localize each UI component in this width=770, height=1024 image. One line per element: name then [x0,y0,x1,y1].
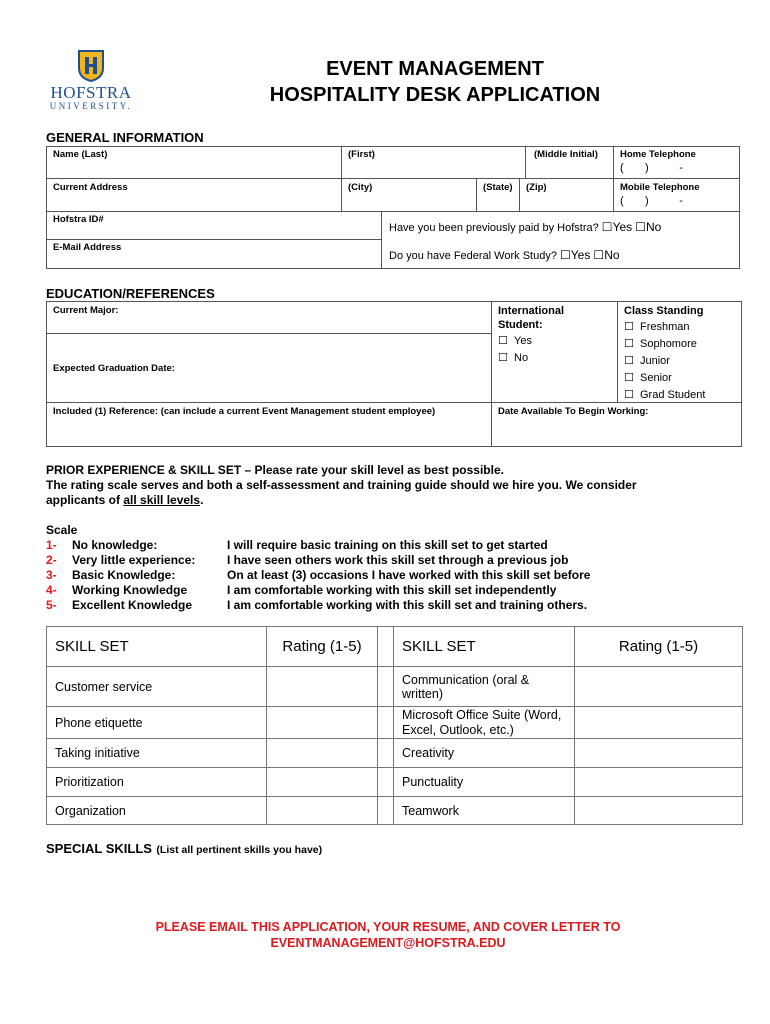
skill-name: Customer service [47,667,267,707]
col-gap [378,707,394,739]
intl-label-1: International [498,305,565,317]
home-tel-label: Home Telephone [620,149,696,160]
skill-name: Phone etiquette [47,707,267,739]
name-last-field[interactable] [46,146,342,179]
state-field[interactable] [476,178,520,212]
scale-name: Excellent Knowledge [72,598,193,612]
footer-email: EVENTMANAGEMENT@HOFSTRA.EDU [270,936,506,950]
special-skills [46,840,322,858]
rating-input[interactable] [267,797,378,825]
zip-label: (Zip) [526,182,547,193]
skill-name: Taking initiative [47,739,267,768]
class-grad-student: Grad Student [640,389,706,401]
scale-row [46,598,646,613]
rating-input[interactable] [267,739,378,768]
mobile-tel-placeholder: ( ) - [620,195,683,207]
name-last-label: Name (Last) [53,149,108,160]
hofstra-id-label: Hofstra ID# [53,214,104,225]
footer-line-1: PLEASE EMAIL THIS APPLICATION, YOUR RESUME, AND COVER LETTER TO [155,920,621,934]
hofstra-shield-icon [78,50,104,82]
skills-header-row [47,627,743,667]
class-option[interactable] [624,371,672,384]
intl-yes-label: Yes [514,335,532,347]
table-row [47,707,743,739]
special-skills-label: SPECIAL SKILLS [46,841,152,856]
scale-desc: I have seen others work this skill set through a previous job [227,553,569,567]
scale-row [46,568,646,583]
skill-name: Prioritization [47,768,267,797]
city-field[interactable] [341,178,477,212]
table-row [47,768,743,797]
email-instructions [46,919,730,951]
class-junior: Junior [640,355,670,367]
scale-heading: Scale [46,523,78,537]
grad-date-label: Expected Graduation Date: [53,363,175,374]
fws-question [389,248,620,262]
scale-name: Very little experience: [72,553,196,567]
scale-num: 3- [46,568,57,582]
address-label: Current Address [53,182,128,193]
prior-line-2: The rating scale serves and both a self-assessment and training guide should we hire you. We consider [46,478,637,492]
scale-desc: I will require basic training on this skill set to get started [227,538,548,552]
table-row [47,797,743,825]
col-skill-set-2: SKILL SET [394,627,575,667]
class-freshman: Freshman [640,321,690,333]
rating-input[interactable] [575,797,743,825]
skill-name: Creativity [394,739,575,768]
all-skill-levels: all skill levels [123,493,201,507]
fws-yes-checkbox[interactable]: ☐ [560,248,571,262]
address-field[interactable] [46,178,342,212]
grad-date-field[interactable] [46,333,492,403]
hofstra-id-field[interactable] [46,211,382,240]
class-sophomore: Sophomore [640,338,697,350]
scale-num: 1- [46,538,57,552]
email-label: E-Mail Address [53,242,122,253]
col-skill-set: SKILL SET [47,627,267,667]
col-gap [378,797,394,825]
col-gap [378,739,394,768]
scale-row [46,583,646,598]
intl-yes-option[interactable] [498,334,532,347]
scale-num: 5- [46,598,57,612]
general-heading: GENERAL INFORMATION [46,130,204,145]
scale-num: 4- [46,583,57,597]
intl-label-2: Student: [498,319,543,331]
col-rating: Rating (1-5) [267,627,378,667]
paid-no-checkbox[interactable]: ☐ [635,220,646,234]
class-option[interactable] [624,337,697,350]
first-label: (First) [348,149,375,160]
intl-no-option[interactable] [498,351,528,364]
middle-label: (Middle Initial) [534,149,598,160]
home-telephone-field[interactable] [613,146,740,179]
scale-name: Working Knowledge [72,583,188,597]
freshman-checkbox[interactable]: ☐ [624,321,634,333]
paid-no-label: No [645,220,662,234]
skills-table [46,626,743,825]
logo-name: HOFSTRA [50,83,132,102]
hofstra-logo [46,50,136,112]
intl-no-label: No [514,352,529,364]
skill-name-line-2: Excel, Outlook, etc.) [402,722,514,737]
date-available-field[interactable] [491,402,742,447]
rating-input[interactable] [267,667,378,707]
rating-input[interactable] [575,667,743,707]
rating-input[interactable] [267,707,378,739]
class-standing-cell [617,301,742,403]
current-major-field[interactable] [46,301,492,334]
major-label: Current Major: [53,305,119,316]
paid-yes-label: Yes [612,220,633,234]
paid-question [389,220,661,234]
scale-name: Basic Knowledge: [72,568,176,582]
international-student-cell [491,301,618,403]
fws-question-text: Do you have Federal Work Study? [389,250,557,262]
title-line-1: EVENT MANAGEMENT [326,58,544,80]
page-title [180,56,690,108]
col-rating-2: Rating (1-5) [575,627,743,667]
skill-name: Communication (oral & written) [394,667,575,707]
paid-question-text: Have you been previously paid by Hofstra? [389,222,599,234]
fws-no-checkbox[interactable]: ☐ [593,248,605,262]
col-gap [378,768,394,797]
paid-question-cell [381,211,740,269]
skill-name: Teamwork [394,797,575,825]
reference-label: Included (1) Reference: (can include a current Event Management student employee) [53,406,436,417]
sophomore-checkbox[interactable]: ☐ [624,338,634,350]
table-row [47,667,743,707]
scale-name: No knowledge: [72,538,158,552]
mobile-tel-label: Mobile Telephone [620,182,700,193]
junior-checkbox[interactable]: ☐ [624,355,634,367]
scale-num: 2- [46,553,57,567]
scale-desc: On at least (3) occasions I have worked with this skill set before [227,568,591,582]
fws-yes-label: Yes [570,248,591,262]
class-option[interactable] [624,320,690,333]
class-senior: Senior [640,372,672,384]
zip-field[interactable] [519,178,614,212]
grad-student-checkbox[interactable]: ☐ [624,389,634,401]
city-label: (City) [348,182,373,193]
reference-field[interactable] [46,402,492,447]
logo-subtitle: UNIVERSITY. [49,101,133,111]
class-standing-label: Class Standing [624,305,704,317]
skill-name: Punctuality [394,768,575,797]
col-gap [378,627,394,667]
education-heading: EDUCATION/REFERENCES [46,286,215,301]
email-field[interactable] [46,239,382,269]
skill-name-line-1: Microsoft Office Suite (Word, [402,707,562,722]
class-option[interactable] [624,354,670,367]
scale-row [46,538,646,553]
name-first-field[interactable] [341,146,526,179]
skill-name: Organization [47,797,267,825]
rating-input[interactable] [575,739,743,768]
scale-list [46,538,646,613]
skill-name-multiline [394,707,575,739]
home-tel-placeholder: ( ) - [620,162,683,174]
state-label: (State) [483,182,513,193]
class-option[interactable] [624,388,705,401]
scale-row [46,553,646,568]
middle-initial-field[interactable] [525,146,614,179]
paid-yes-checkbox[interactable]: ☐ [601,220,613,234]
rating-input[interactable] [267,768,378,797]
title-line-2: HOSPITALITY DESK APPLICATION [269,84,601,106]
scale-desc: I am comfortable working with this skill set independently [227,583,557,597]
date-available-label: Date Available To Begin Working: [498,406,649,417]
rating-input[interactable] [575,768,743,797]
prior-line-3: applicants of all skill levels. [46,493,204,507]
fws-no-label: No [604,248,620,262]
table-row [47,739,743,768]
prior-line-1: PRIOR EXPERIENCE & SKILL SET – Please rate your skill level as best possible. [46,463,504,477]
special-skills-note: (List all pertinent skills you have) [156,844,323,856]
senior-checkbox[interactable]: ☐ [624,372,634,384]
col-gap [378,667,394,707]
rating-input[interactable] [575,707,743,739]
prior-experience-text [46,463,736,508]
intl-no-checkbox[interactable]: ☐ [498,352,508,364]
scale-desc: I am comfortable working with this skill set and training others. [227,598,588,612]
intl-yes-checkbox[interactable]: ☐ [498,335,508,347]
mobile-telephone-field[interactable] [613,178,740,212]
